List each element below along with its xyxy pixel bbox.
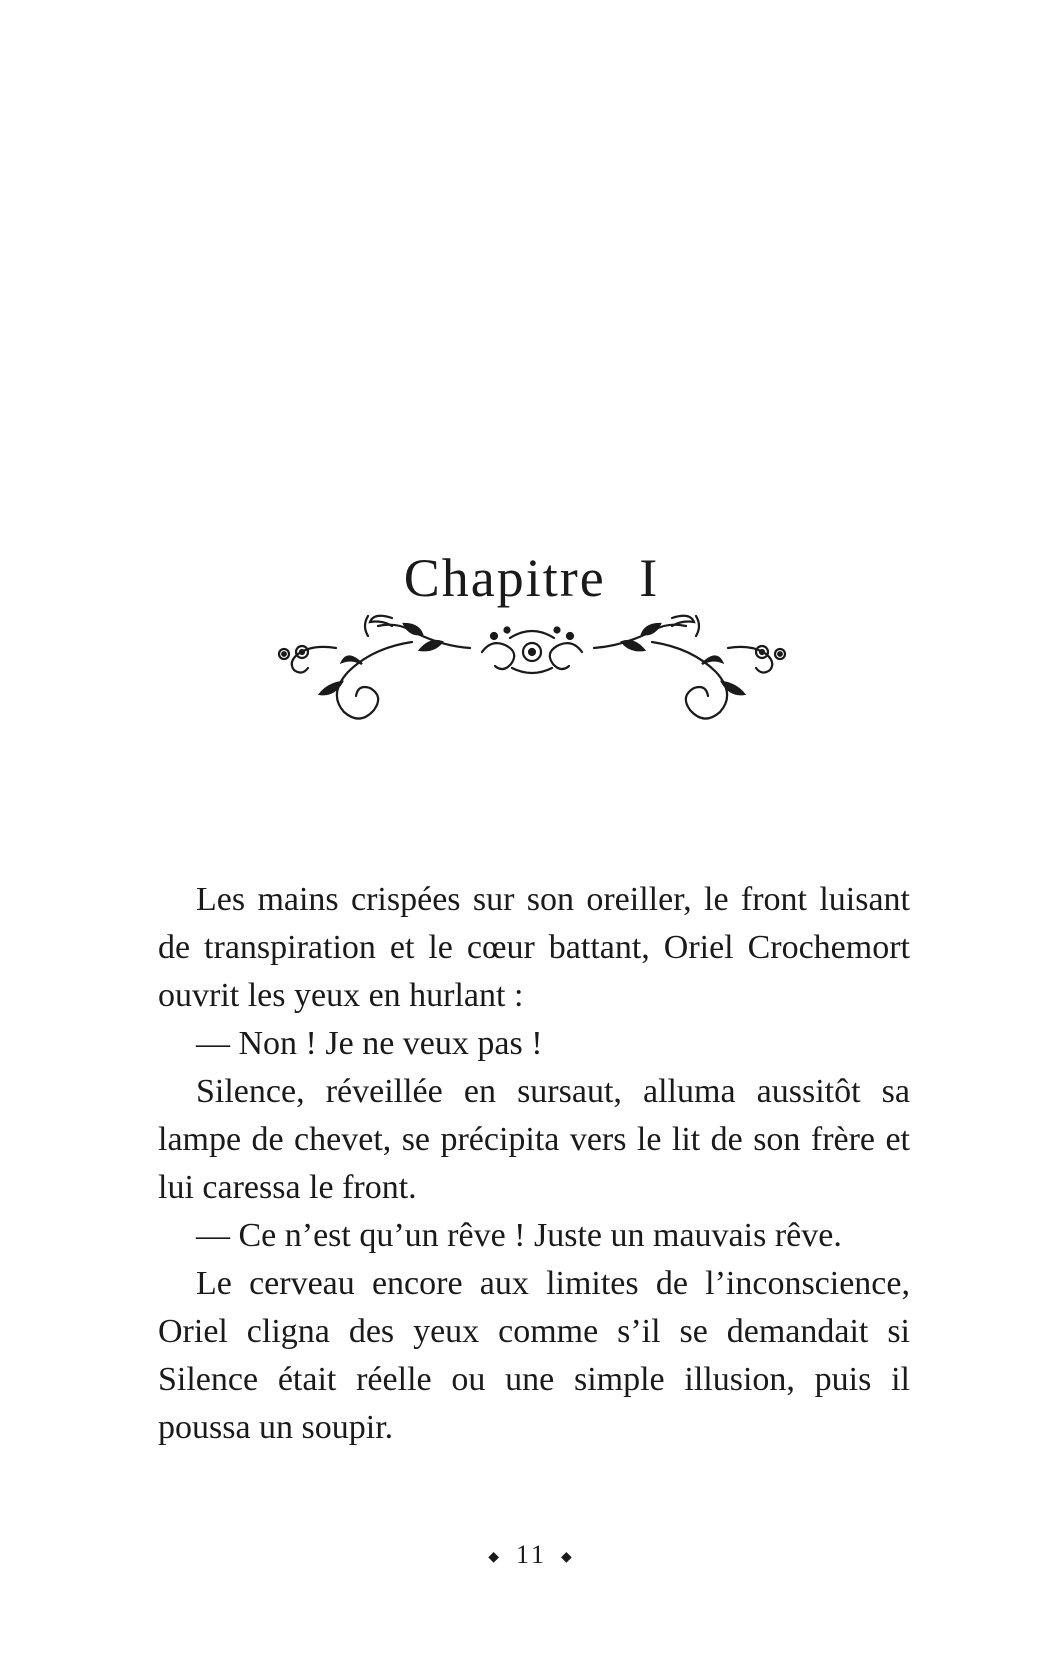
page-number-value: 11 [515,1540,548,1569]
flourish-ornament-icon [272,612,792,722]
chapter-title [0,548,1063,608]
diamond-icon: ◆ [561,1549,575,1565]
chapter-body [158,876,910,1452]
paragraph: Le cerveau encore aux limites de l’inconscience, Oriel cligna des yeux comme s’il se demandait si Silence était réelle ou une simple illusion, puis il poussa un soupir. [158,1265,910,1446]
chapter-numeral: I [639,548,660,608]
paragraph: — Ce n’est qu’un rêve ! Juste un mauvais rêve. [196,1217,842,1254]
diamond-icon: ◆ [488,1549,502,1565]
paragraph: Silence, réveillée en sursaut, alluma aussitôt sa lampe de chevet, se précipita vers le lit de son frère et lui caressa le front. [158,1073,910,1206]
paragraph: Les mains crispées sur son oreiller, le front luisant de transpiration et le cœur battant, Oriel Crochemort ouvrit les yeux en hurlant : [158,881,910,1014]
page-number [0,1540,1063,1570]
paragraph: — Non ! Je ne veux pas ! [196,1025,543,1062]
chapter-word: Chapitre [403,548,606,608]
